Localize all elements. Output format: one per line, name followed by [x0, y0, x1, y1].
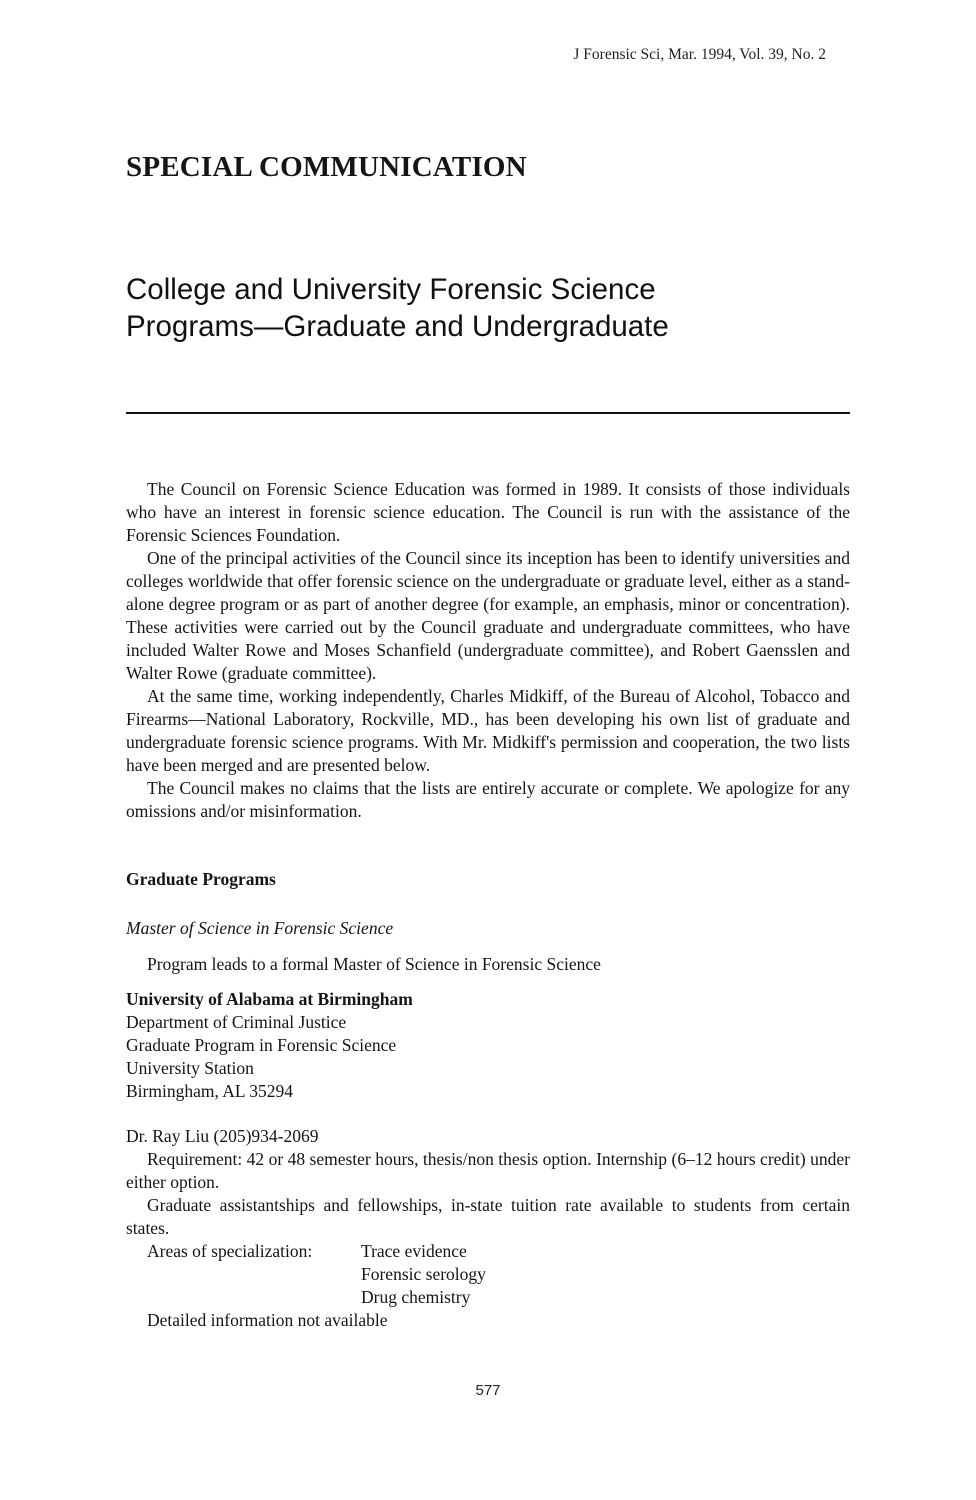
intro-paragraph: The Council on Forensic Science Education was formed in 1989. It consists of those individuals who have an interest in forensic science education. The Council is run with the assistance of the Forensic Sciences Foundation.	[126, 479, 850, 545]
page-number: 577	[475, 1382, 501, 1399]
address-line: University Station	[126, 1058, 254, 1078]
address-line: Graduate Program in Forensic Science	[126, 1035, 397, 1055]
running-head: J Forensic Sci, Mar. 1994, Vol. 39, No. 2	[573, 46, 826, 63]
detail-note: Detailed information not available	[147, 1310, 388, 1330]
title-line-1: College and University Forensic Science	[126, 273, 656, 306]
specialization-table	[147, 1240, 850, 1309]
contact-line: Dr. Ray Liu (205)934-2069	[126, 1126, 319, 1146]
address-line: Birmingham, AL 35294	[126, 1081, 294, 1101]
requirement-paragraph: Requirement: 42 or 48 semester hours, thesis/non thesis option. Internship (6–12 hours credit) under either option.	[126, 1149, 850, 1192]
article-title	[126, 271, 669, 345]
assistantship-paragraph: Graduate assistantships and fellowships, in-state tuition rate available to students from certain states.	[126, 1195, 850, 1238]
graduate-programs-heading: Graduate Programs	[126, 869, 276, 889]
intro-paragraph: The Council makes no claims that the lists are entirely accurate or complete. We apologize for any omissions and/or misinformation.	[126, 778, 850, 821]
degree-subheading: Master of Science in Forensic Science	[126, 918, 394, 938]
specialization-list	[361, 1240, 850, 1309]
institution-name: University of Alabama at Birmingham	[126, 989, 413, 1009]
title-line-2: Programs—Graduate and Undergraduate	[126, 310, 669, 343]
section-label: SPECIAL COMMUNICATION	[126, 151, 527, 183]
title-rule	[126, 412, 850, 414]
intro-paragraph: One of the principal activities of the Council since its inception has been to identify universities and colleges worldwide that offer forensic science on the undergraduate or graduate level, either as a stand-alone degree program or as part of another degree (for example, an emphasis, minor or concentration). These activities were carried out by the Council graduate and undergraduate committees, who have included Walter Rowe and Moses Schanfield (undergraduate committee), and Robert Gaensslen and Walter Rowe (graduate committee).	[126, 548, 850, 683]
specialization-label: Areas of specialization:	[147, 1241, 313, 1261]
intro-paragraph: At the same time, working independently, Charles Midkiff, of the Bureau of Alcohol, Tobacco and Firearms—National Laboratory, Rockville, MD., has been developing his own list of graduate and undergraduate forensic science programs. With Mr. Midkiff's permission and cooperation, the two lists have been merged and are presented below.	[126, 686, 850, 775]
specialization-item: Trace evidence	[361, 1241, 467, 1261]
specialization-item: Forensic serology	[361, 1264, 486, 1284]
body-text	[126, 478, 850, 1332]
institution-block	[126, 988, 850, 1103]
program-description: Program leads to a formal Master of Science in Forensic Science	[147, 954, 601, 974]
specialization-item: Drug chemistry	[361, 1287, 471, 1307]
address-line: Department of Criminal Justice	[126, 1012, 347, 1032]
